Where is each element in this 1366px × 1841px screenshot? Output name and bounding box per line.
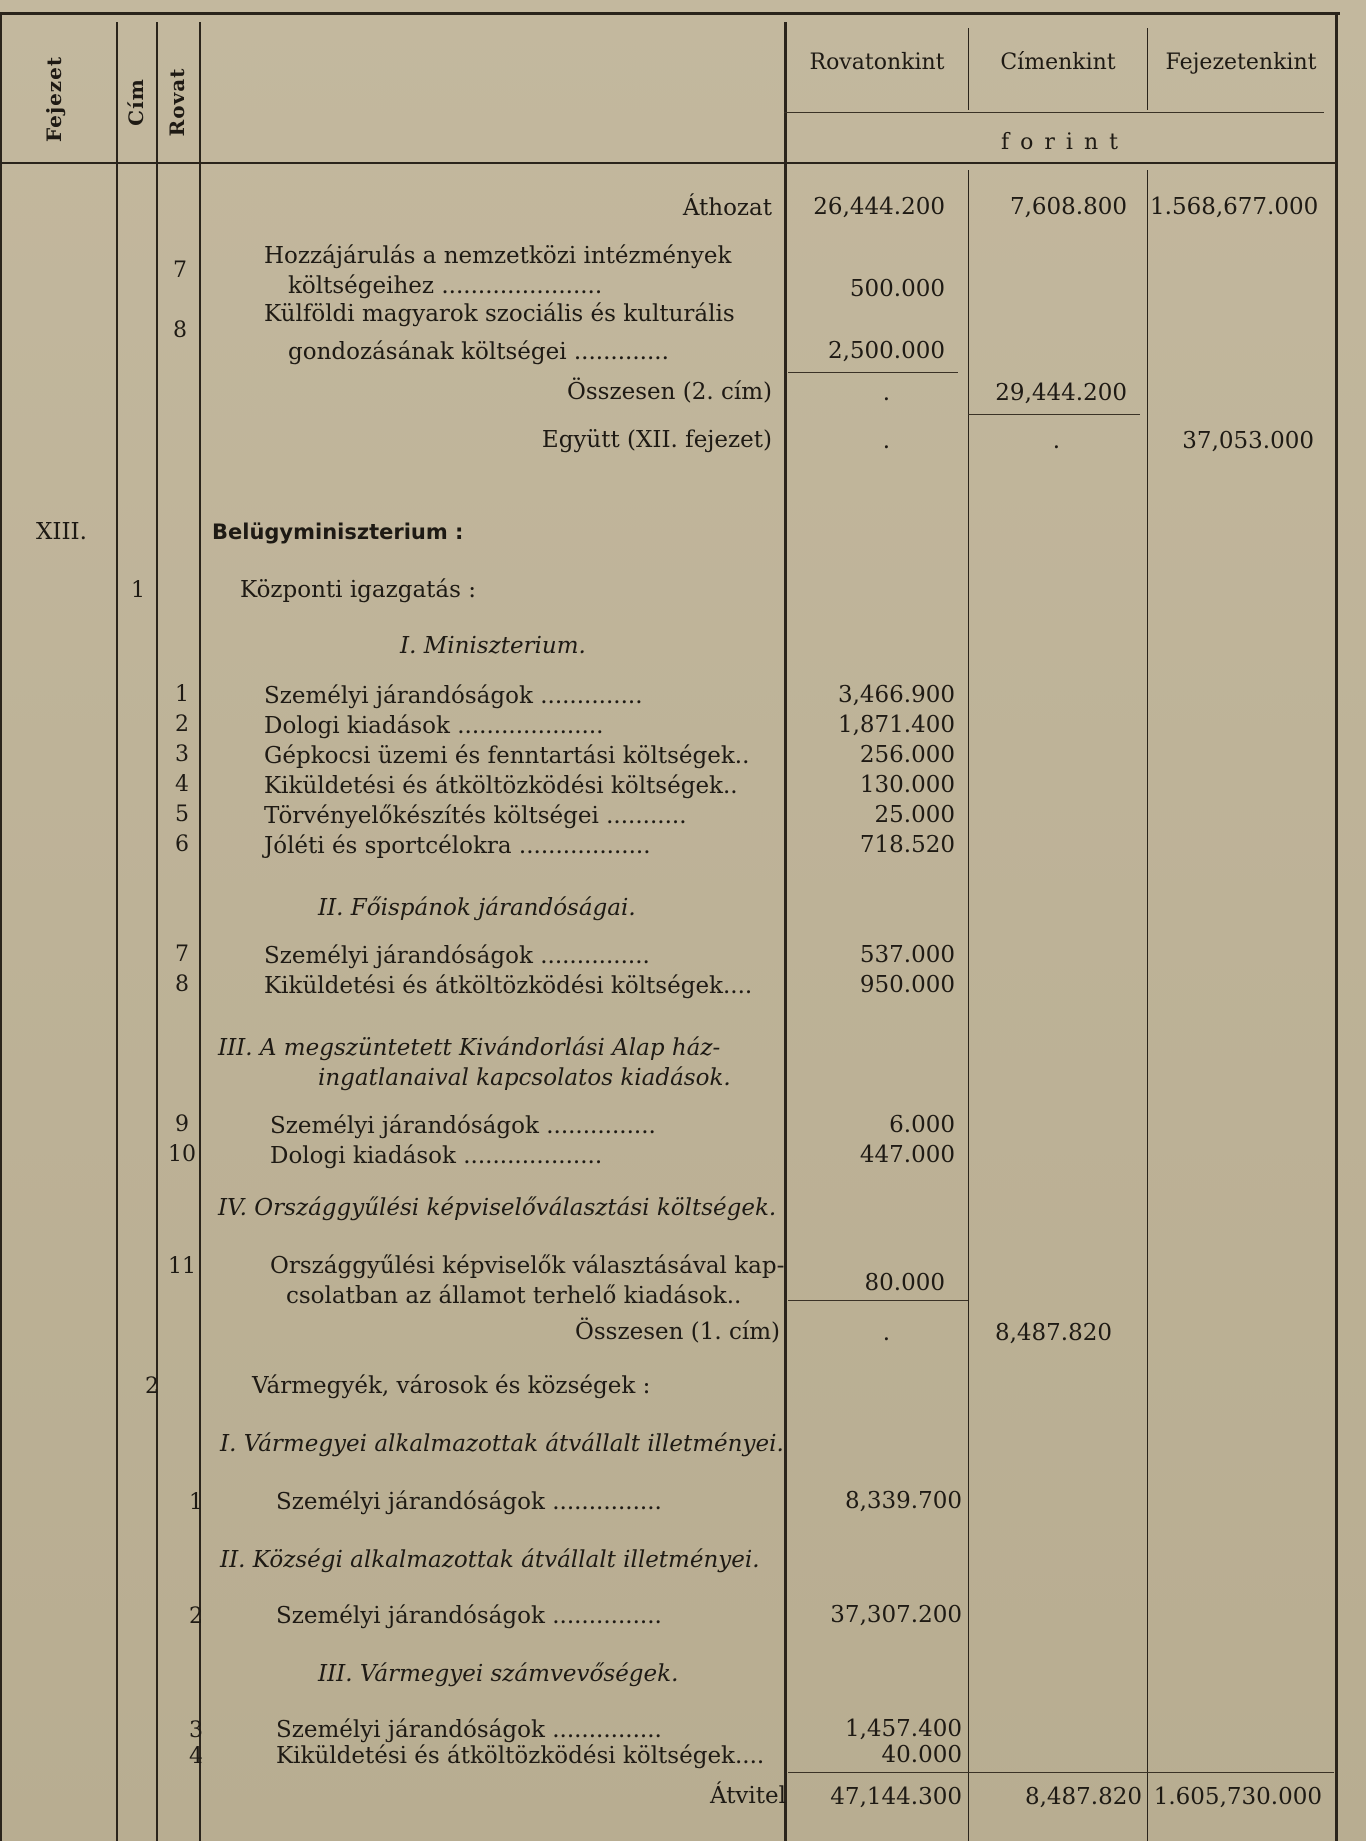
rovat-num: 5 xyxy=(175,802,189,827)
row-label: Kiküldetési és átköltözködési költségek.. xyxy=(264,773,738,799)
subsection-title: II. Főispánok járandóságai. xyxy=(318,895,636,921)
row-label: Kiküldetési és átköltözködési költségek.... xyxy=(264,973,753,999)
atvitel-label: Átvitel xyxy=(709,1783,786,1809)
col-divider-fejezet xyxy=(116,22,118,1841)
row-value: 2,500.000 xyxy=(827,338,945,364)
header-rovat: Rovat xyxy=(165,67,189,137)
egyutt-cim: . xyxy=(1052,428,1060,454)
row-label: Külföldi magyarok szociális és kulturális xyxy=(264,301,735,327)
rovat-num: 7 xyxy=(173,258,187,283)
row-label: Személyi járandóságok .............. xyxy=(264,683,643,709)
osszesen-2-cim: 29,444.200 xyxy=(995,380,1127,406)
rovat-num: 4 xyxy=(189,1744,203,1769)
row-value: 40.000 xyxy=(881,1742,962,1768)
egyutt-rovat: . xyxy=(882,428,890,454)
sum-rule xyxy=(968,414,1140,415)
row-value: 3,466.900 xyxy=(837,682,955,708)
subsection-title: IV. Országgyűlési képviselőválasztási költségek. xyxy=(218,1195,777,1221)
row-label: Hozzájárulás a nemzetközi intézmények xyxy=(264,243,732,269)
rovat-num: 6 xyxy=(175,832,189,857)
row-value: 950.000 xyxy=(859,972,955,998)
subsection-title: II. Községi alkalmazottak átvállalt illetményei. xyxy=(220,1547,760,1573)
row-value: 718.520 xyxy=(859,832,955,858)
section-title: Vármegyék, városok és községek : xyxy=(252,1373,651,1399)
row-label: Személyi járandóságok ............... xyxy=(270,1113,656,1139)
rovat-num: 9 xyxy=(175,1112,189,1137)
subsection-title: I. Vármegyei alkalmazottak átvállalt illetményei. xyxy=(220,1431,784,1457)
row-value: 25.000 xyxy=(874,802,955,828)
row-value: 130.000 xyxy=(859,772,955,798)
col-divider-text xyxy=(784,22,787,1841)
osszesen-1-cim: 8,487.820 xyxy=(994,1320,1112,1346)
rovat-num: 2 xyxy=(175,712,189,737)
row-value: 447.000 xyxy=(859,1142,955,1168)
row-value: 500.000 xyxy=(849,276,945,302)
col-divider-cimenkint xyxy=(1147,170,1148,1841)
osszesen-2-label: Összesen (2. cím) xyxy=(567,379,772,405)
row-value: 256.000 xyxy=(859,742,955,768)
cim-num: 2 xyxy=(145,1374,159,1399)
rovat-num: 8 xyxy=(175,972,189,997)
header-cim: Cím xyxy=(124,78,148,126)
row-label: Dologi kiadások .................... xyxy=(264,713,604,739)
row-value: 80.000 xyxy=(864,1270,945,1296)
col-divider-rovat xyxy=(199,22,201,1841)
row-label: Személyi járandóságok ............... xyxy=(276,1717,662,1743)
osszesen-2-rovat: . xyxy=(882,380,890,406)
chapter-title: Belügyminiszterium : xyxy=(212,520,464,544)
header-fejezetenkint: Fejezetenkint xyxy=(1165,50,1317,75)
row-label: Személyi járandóságok ............... xyxy=(276,1603,662,1629)
subsection-title: ingatlanaival kapcsolatos kiadások. xyxy=(318,1065,731,1091)
athozat-label: Áthozat xyxy=(682,195,772,221)
header-rovatonkint: Rovatonkint xyxy=(809,50,945,75)
atvitel-rovat: 47,144.300 xyxy=(830,1784,962,1810)
subsection-title: I. Miniszterium. xyxy=(400,633,586,659)
rovat-num: 7 xyxy=(175,942,189,967)
row-label: Személyi járandóságok ............... xyxy=(264,943,650,969)
section-title: Központi igazgatás : xyxy=(240,577,476,603)
rovat-num: 10 xyxy=(168,1142,196,1167)
row-label: csolatban az államot terhelő kiadások.. xyxy=(286,1283,742,1309)
athozat-fejezet: 1.568,677.000 xyxy=(1150,194,1319,220)
egyutt-fejezet: 37,053.000 xyxy=(1182,428,1314,454)
row-value: 1,871.400 xyxy=(837,712,955,738)
row-value: 6.000 xyxy=(889,1112,955,1138)
row-label: Gépkocsi üzemi és fenntartási költségek.. xyxy=(264,743,750,769)
fejezet-number: XIII. xyxy=(36,519,87,545)
rovat-num: 11 xyxy=(168,1254,196,1279)
atvitel-cim: 8,487.820 xyxy=(1024,1784,1142,1810)
osszesen-1-rovat: . xyxy=(882,1320,890,1346)
row-label: Kiküldetési és átköltözködési költségek.... xyxy=(276,1743,765,1769)
row-label: gondozásának költségei ............. xyxy=(288,339,669,365)
sum-rule xyxy=(788,372,958,373)
header-bottom-rule xyxy=(0,162,1335,164)
rovat-num: 3 xyxy=(189,1718,203,1743)
top-border xyxy=(0,12,1340,15)
egyutt-label: Együtt (XII. fejezet) xyxy=(541,427,772,453)
header-fejezet: Fejezet xyxy=(42,55,66,142)
row-label: Országgyűlési képviselők választásával kap- xyxy=(270,1253,785,1279)
row-value: 1,457.400 xyxy=(844,1716,962,1742)
row-label: Személyi járandóságok ............... xyxy=(276,1489,662,1515)
row-label: költségeihez ...................... xyxy=(288,273,603,299)
header-unit: f o r i n t xyxy=(1001,130,1120,155)
atvitel-fejezet: 1.605,730.000 xyxy=(1153,1784,1322,1810)
header-cimenkint: Címenkint xyxy=(1000,50,1116,75)
row-label: Dologi kiadások ................... xyxy=(270,1143,603,1169)
athozat-rovat: 26,444.200 xyxy=(813,194,945,220)
rovat-num: 1 xyxy=(175,682,189,707)
row-label: Törvényelőkészítés költségei ........... xyxy=(264,803,687,829)
right-border xyxy=(1335,12,1338,1841)
subsection-title: III. Vármegyei számvevőségek. xyxy=(318,1661,679,1687)
rovat-num: 2 xyxy=(189,1604,203,1629)
col-divider-rovatonkint xyxy=(968,170,969,1841)
cim-num: 1 xyxy=(131,578,145,603)
row-label: Jóléti és sportcélokra .................. xyxy=(264,833,651,859)
header-sub-rule xyxy=(784,112,1324,113)
sum-rule xyxy=(788,1772,1334,1773)
sum-rule xyxy=(788,1300,968,1301)
col-divider-cim xyxy=(156,22,158,1841)
rovat-num: 3 xyxy=(175,742,189,767)
subsection-title: III. A megszüntetett Kivándorlási Alap ház- xyxy=(218,1035,721,1061)
athozat-cim: 7,608.800 xyxy=(1009,194,1127,220)
row-value: 37,307.200 xyxy=(830,1602,962,1628)
rovat-num: 4 xyxy=(175,772,189,797)
rovat-num: 1 xyxy=(189,1490,203,1515)
rovat-num: 8 xyxy=(173,318,187,343)
osszesen-1-label: Összesen (1. cím) xyxy=(575,1319,780,1345)
left-border xyxy=(0,12,2,1841)
row-value: 8,339.700 xyxy=(844,1488,962,1514)
row-value: 537.000 xyxy=(859,942,955,968)
